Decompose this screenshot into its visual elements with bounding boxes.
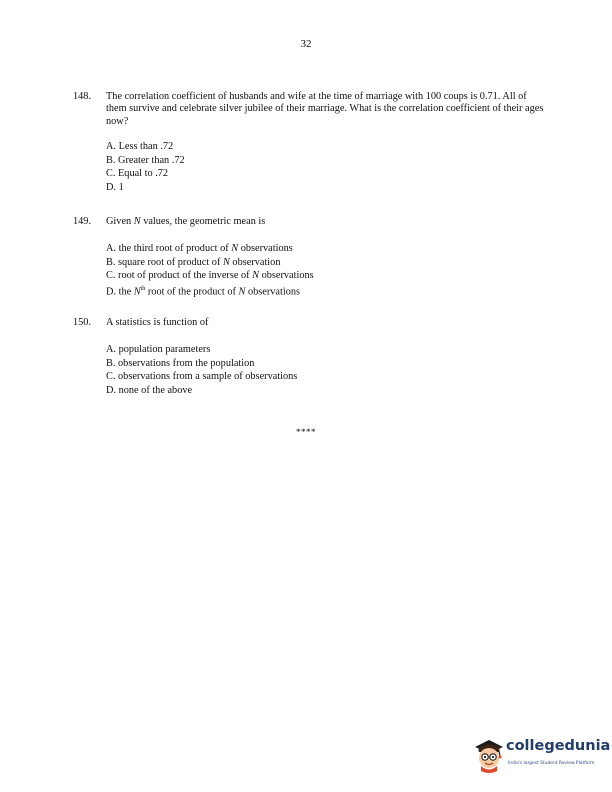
option-text: B. square root of product of — [106, 256, 221, 268]
option-text: root of the product of — [147, 286, 236, 298]
section-divider: **** — [296, 427, 316, 437]
variable-n: N — [133, 216, 141, 227]
option-text: C. root of product of the inverse of — [106, 270, 250, 282]
option-b: B. Greater than .72 — [106, 154, 185, 166]
variable-n: N — [238, 286, 246, 298]
page-number: 32 — [300, 38, 312, 50]
mascot-icon — [472, 735, 506, 775]
option-text: observations — [247, 286, 301, 298]
question-text: A statistics is function of — [106, 317, 209, 328]
option-c: C. Equal to .72 — [106, 168, 169, 180]
variable-n: N — [222, 256, 230, 268]
question-text-after: values, the geometric mean is — [143, 216, 266, 227]
option-c — [106, 269, 548, 283]
question-text — [106, 216, 548, 228]
question-text-before: Given — [106, 216, 132, 227]
option-b: B. observations from the population — [106, 357, 255, 369]
options-list — [106, 242, 548, 298]
option-text: observation — [232, 256, 281, 268]
option-text: D. the — [106, 286, 132, 298]
option-b — [106, 256, 548, 270]
option-text: observations — [240, 243, 293, 255]
option-d: D. none of the above — [106, 384, 193, 396]
options-list — [106, 343, 548, 397]
variable-n: N — [231, 243, 239, 255]
question-150 — [73, 317, 548, 397]
variable-n: N — [133, 286, 141, 298]
option-a — [106, 242, 548, 256]
option-c: C. observations from a sample of observations — [106, 371, 298, 383]
option-d: D. 1 — [106, 181, 124, 193]
option-d — [106, 283, 548, 299]
option-a: A. Less than .72 — [106, 141, 174, 153]
question-number: 148. — [73, 91, 92, 102]
option-a: A. population parameters — [106, 344, 211, 356]
variable-n: N — [252, 270, 260, 282]
question-number: 150. — [73, 317, 92, 328]
question-text: The correlation coefficient of husbands and wife at the time of marriage with 100 coups is 0.71. All of them survive and celebrate silver jubilee of their marriage. What is the correlation coefficient of their ages now? — [106, 91, 544, 127]
collegedunia-logo — [472, 735, 612, 775]
option-text: observations — [261, 270, 314, 282]
question-148 — [73, 91, 548, 194]
option-text: A. the third root of product of — [106, 243, 229, 255]
superscript-th: th — [140, 285, 146, 292]
logo-wordmark: collegedunia — [506, 738, 611, 754]
logo-tagline: India's largest Student Review Platform — [508, 761, 595, 766]
options-list — [106, 140, 548, 194]
question-number: 149. — [73, 216, 92, 227]
question-149 — [73, 216, 548, 299]
